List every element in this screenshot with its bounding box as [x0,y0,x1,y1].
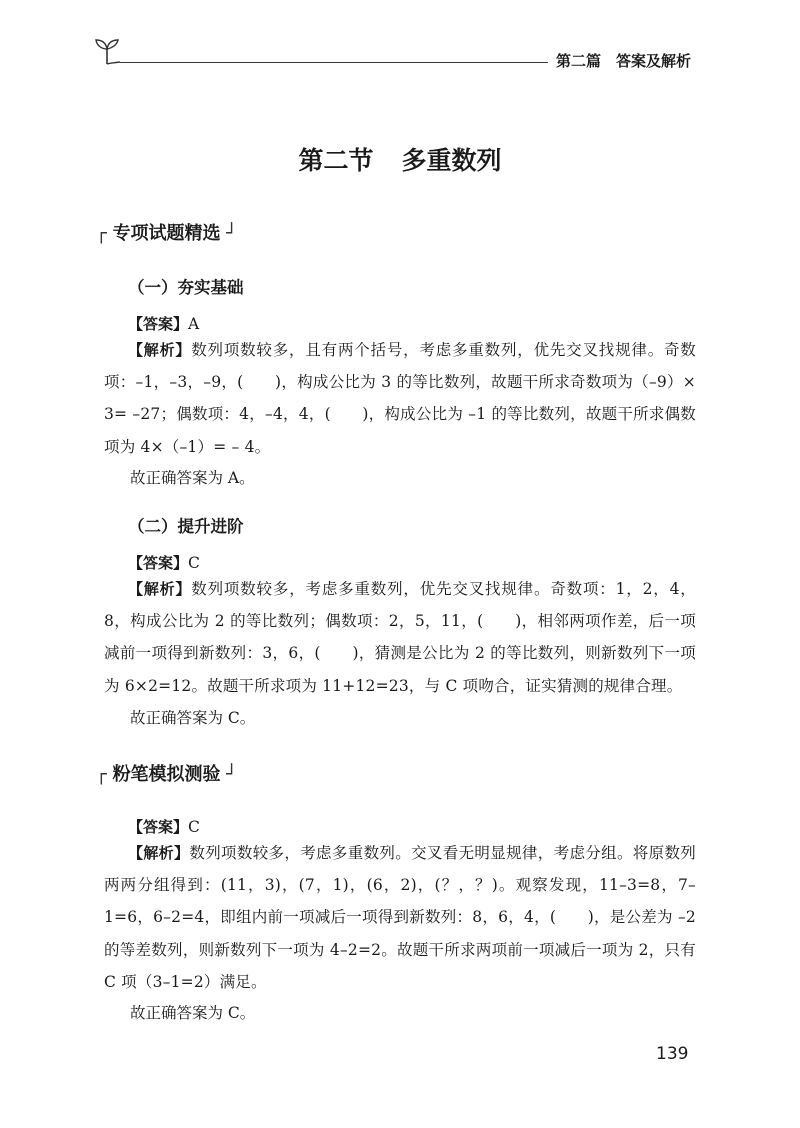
answer-line-3 [128,816,200,837]
conclusion-1: 故正确答案为 A。 [130,469,255,487]
page-title-name: 多重数列 [401,146,502,175]
analysis-label: 【解析】 [128,341,192,359]
section-header-practice [96,219,237,245]
answer-value: C [188,554,200,572]
corner-bracket-close: ┘ [220,223,238,244]
corner-bracket-open: ┌ [96,764,113,785]
sprout-icon [92,36,122,66]
answer-line-2 [128,552,200,573]
answer-value: C [188,818,200,836]
subheader-advanced: （二）提升进阶 [128,517,244,536]
analysis-text: 数列项数较多，考虑多重数列，优先交叉找规律。奇数项：1，2，4，8，构成公比为 2 的等比数列；偶数项：2，5，11，( )，相邻两项作差，后一项减前一项得到新数列：3，6，( )，猜测是公比为 2 的等比数列，则新数列下一项为 6×2=12。故题干所求项为 11+12=23，与 C 项吻合，证实猜测的规律合理。 [104,580,696,695]
analysis-paragraph-1 [104,334,696,463]
analysis-text: 数列项数较多，且有两个括号，考虑多重数列，优先交叉找规律。奇数项：–1，–3，–9，( )，构成公比为 3 的等比数列，故题干所求奇数项为（–9）× 3= –27；偶数项：4，–4，4，( )，构成公比为 –1 的等比数列，故题干所求偶数项为 4×（–1）= – 4。 [104,341,696,456]
subheader-basic: （一）夯实基础 [128,278,244,297]
conclusion-3: 故正确答案为 C。 [130,1004,256,1022]
header-rule [120,62,548,63]
answer-value: A [188,315,200,333]
running-header-title: 第二篇 答案及解析 [556,52,692,70]
corner-bracket-open: ┌ [96,223,113,244]
analysis-paragraph-3 [104,837,696,998]
section-header-mock-test-label: 粉笔模拟测验 [112,764,221,785]
answer-label: 【答案】 [128,818,189,836]
analysis-paragraph-2 [104,573,696,702]
answer-line-1 [128,313,199,334]
analysis-label: 【解析】 [128,580,192,598]
corner-bracket-close: ┘ [220,764,238,785]
analysis-label: 【解析】 [128,844,190,862]
page-title [0,141,800,177]
page-title-section: 第二节 [298,146,374,175]
answer-label: 【答案】 [128,315,189,333]
page-number: 139 [656,1044,689,1064]
answer-label: 【答案】 [128,554,189,572]
section-header-practice-label: 专项试题精选 [112,223,221,244]
analysis-text: 数列项数较多，考虑多重数列。交叉看无明显规律，考虑分组。将原数列两两分组得到：(11，3)，(7，1)，(6，2)，(？，？)。观察发现，11–3=8，7–1=6，6–2=4，即组内前一项减后一项得到新数列：8，6，4，( )，是公差为 –2 的等差数列，则新数列下一项为 4–2=2。故题干所求两项前一项减后一项为 2，只有 C 项（3–1=2）满足。 [104,844,696,991]
conclusion-2: 故正确答案为 C。 [130,709,256,727]
section-header-mock-test [96,760,237,786]
